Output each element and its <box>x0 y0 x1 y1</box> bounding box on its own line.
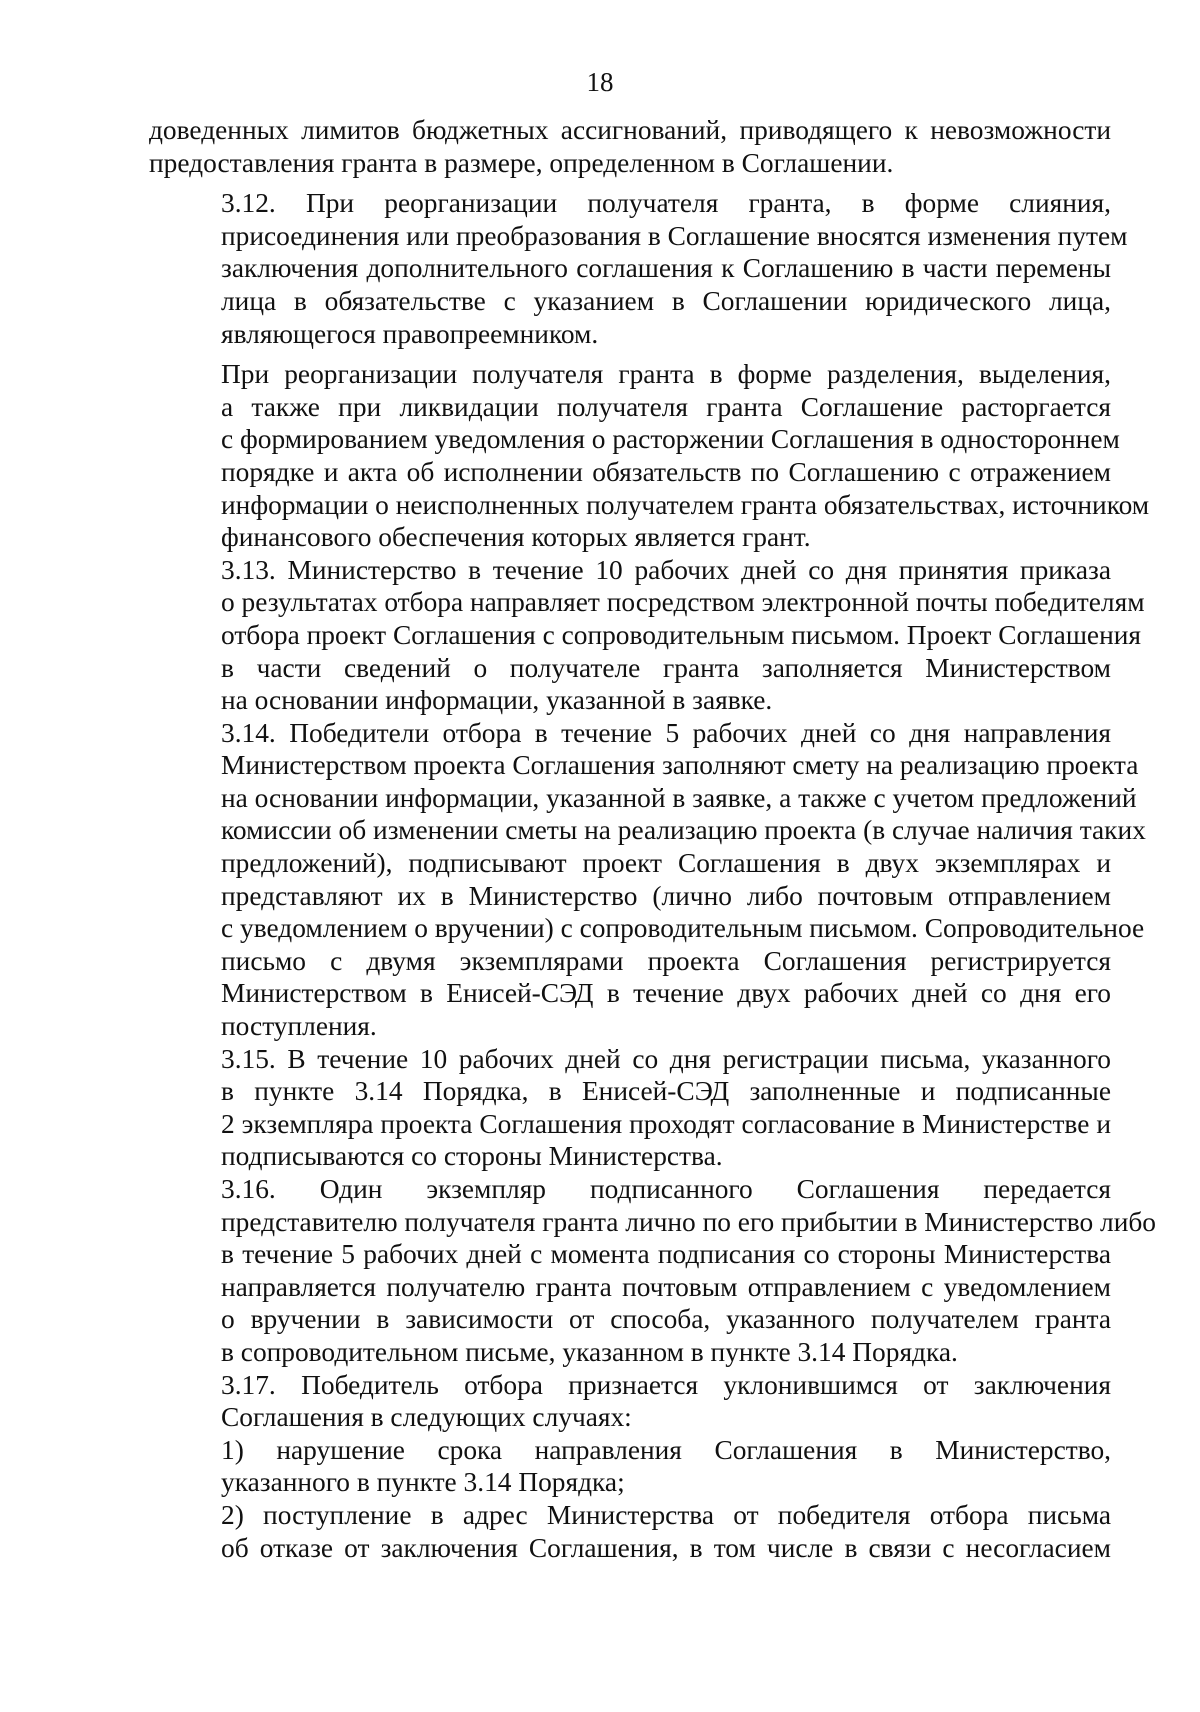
text-line: письмо с двумя экземплярами проекта Соглашения регистрируется <box>221 945 1111 976</box>
text-line: на основании информации, указанной в заявке. <box>221 685 773 716</box>
text-line: направляется получателю гранта почтовым отправлением с уведомлением <box>221 1271 1111 1302</box>
list-item-1 <box>149 1434 1111 1499</box>
paragraph-3-16 <box>149 1173 1156 1369</box>
text-line: 3.15. В течение 10 рабочих дней со дня регистрации письма, указанного <box>221 1043 1111 1074</box>
text-line: представляют их в Министерство (лично либо почтовым отправлением <box>221 880 1111 911</box>
text-line: предоставления гранта в размере, определенном в Соглашении. <box>149 147 894 178</box>
text-line: лица в обязательстве с указанием в Соглашении юридического лица, <box>221 285 1111 316</box>
paragraph-3-13 <box>149 554 1145 717</box>
paragraph <box>149 114 1111 179</box>
text-line: 3.12. При реорганизации получателя гранта, в форме слияния, <box>221 188 1111 219</box>
text-line: подписываются со стороны Министерства. <box>221 1141 723 1172</box>
text-line: с формированием уведомления о расторжении Соглашения в одностороннем <box>221 424 1120 455</box>
text-line: в пункте 3.14 Порядка, в Енисей-СЭД заполненные и подписанные <box>221 1076 1111 1107</box>
paragraph-reorganization <box>149 358 1150 554</box>
text-line: 2) поступление в адрес Министерства от победителя отбора письма <box>221 1499 1111 1530</box>
text-line: а также при ликвидации получателя гранта Соглашение расторгается <box>221 391 1111 422</box>
text-line: присоединения или преобразования в Соглашение вносятся изменения путем <box>221 220 1128 251</box>
text-line: о вручении в зависимости от способа, указанного получателем гранта <box>221 1304 1111 1335</box>
text-line: финансового обеспечения которых является грант. <box>221 522 811 553</box>
text-line: 3.16. Один экземпляр подписанного Соглашения передается <box>221 1174 1111 1204</box>
text-line: 3.14. Победители отбора в течение 5 рабочих дней со дня направления <box>221 717 1111 748</box>
text-line: представителю получателя гранта лично по его прибытии в Министерство либо <box>221 1206 1156 1237</box>
text-line: в течение 5 рабочих дней с момента подписания со стороны Министерства <box>221 1239 1111 1270</box>
paragraph-3-15 <box>149 1043 1111 1173</box>
text-line: доведенных лимитов бюджетных ассигнований, приводящего к невозможности <box>149 115 1111 145</box>
document-body <box>149 114 1156 1564</box>
text-line: 3.17. Победитель отбора признается уклонившимся от заключения <box>221 1369 1111 1400</box>
text-line: Соглашения в следующих случаях: <box>221 1402 632 1433</box>
text-line: поступления. <box>221 1011 377 1042</box>
text-line: на основании информации, указанной в заявке, а также с учетом предложений <box>221 782 1137 813</box>
list-item-2 <box>149 1499 1111 1564</box>
text-line: предложений), подписывают проект Соглашения в двух экземплярах и <box>221 848 1111 879</box>
text-line: являющегося правопреемником. <box>221 318 599 349</box>
text-line: 2 экземпляра проекта Соглашения проходят согласование в Министерстве и <box>221 1108 1111 1139</box>
text-line: Министерством в Енисей-СЭД в течение двух рабочих дней со дня его <box>221 978 1111 1009</box>
text-line: 3.13. Министерство в течение 10 рабочих дней со дня принятия приказа <box>221 554 1111 585</box>
page-number: 18 <box>586 67 614 97</box>
text-line: порядке и акта об исполнении обязательств по Соглашению с отражением <box>221 456 1111 487</box>
paragraph-3-17 <box>149 1369 1111 1434</box>
text-line: информации о неисполненных получателем гранта обязательствах, источником <box>221 489 1150 520</box>
text-line: заключения дополнительного соглашения к Соглашению в части перемены <box>221 253 1111 284</box>
text-line: Министерством проекта Соглашения заполняют смету на реализацию проекта <box>221 750 1139 781</box>
text-line: При реорганизации получателя гранта в форме разделения, выделения, <box>221 359 1111 390</box>
text-line: комиссии об изменении сметы на реализацию проекта (в случае наличия таких <box>221 815 1146 846</box>
text-line: 1) нарушение срока направления Соглашения в Министерство, <box>221 1434 1111 1465</box>
text-line: в сопроводительном письме, указанном в пункте 3.14 Порядка. <box>221 1336 958 1367</box>
text-line: отбора проект Соглашения с сопроводительным письмом. Проект Соглашения <box>221 619 1141 650</box>
paragraph-3-14 <box>149 717 1146 1043</box>
text-line: указанного в пункте 3.14 Порядка; <box>221 1467 625 1498</box>
text-line: в части сведений о получателе гранта заполняется Министерством <box>221 652 1111 683</box>
text-line: с уведомлением о вручении) с сопроводительным письмом. Сопроводительное <box>221 913 1145 944</box>
text-line: о результатах отбора направляет посредством электронной почты победителям <box>221 587 1145 618</box>
paragraph-3-12 <box>149 187 1128 350</box>
text-line: об отказе от заключения Соглашения, в том числе в связи с несогласием <box>221 1532 1111 1563</box>
